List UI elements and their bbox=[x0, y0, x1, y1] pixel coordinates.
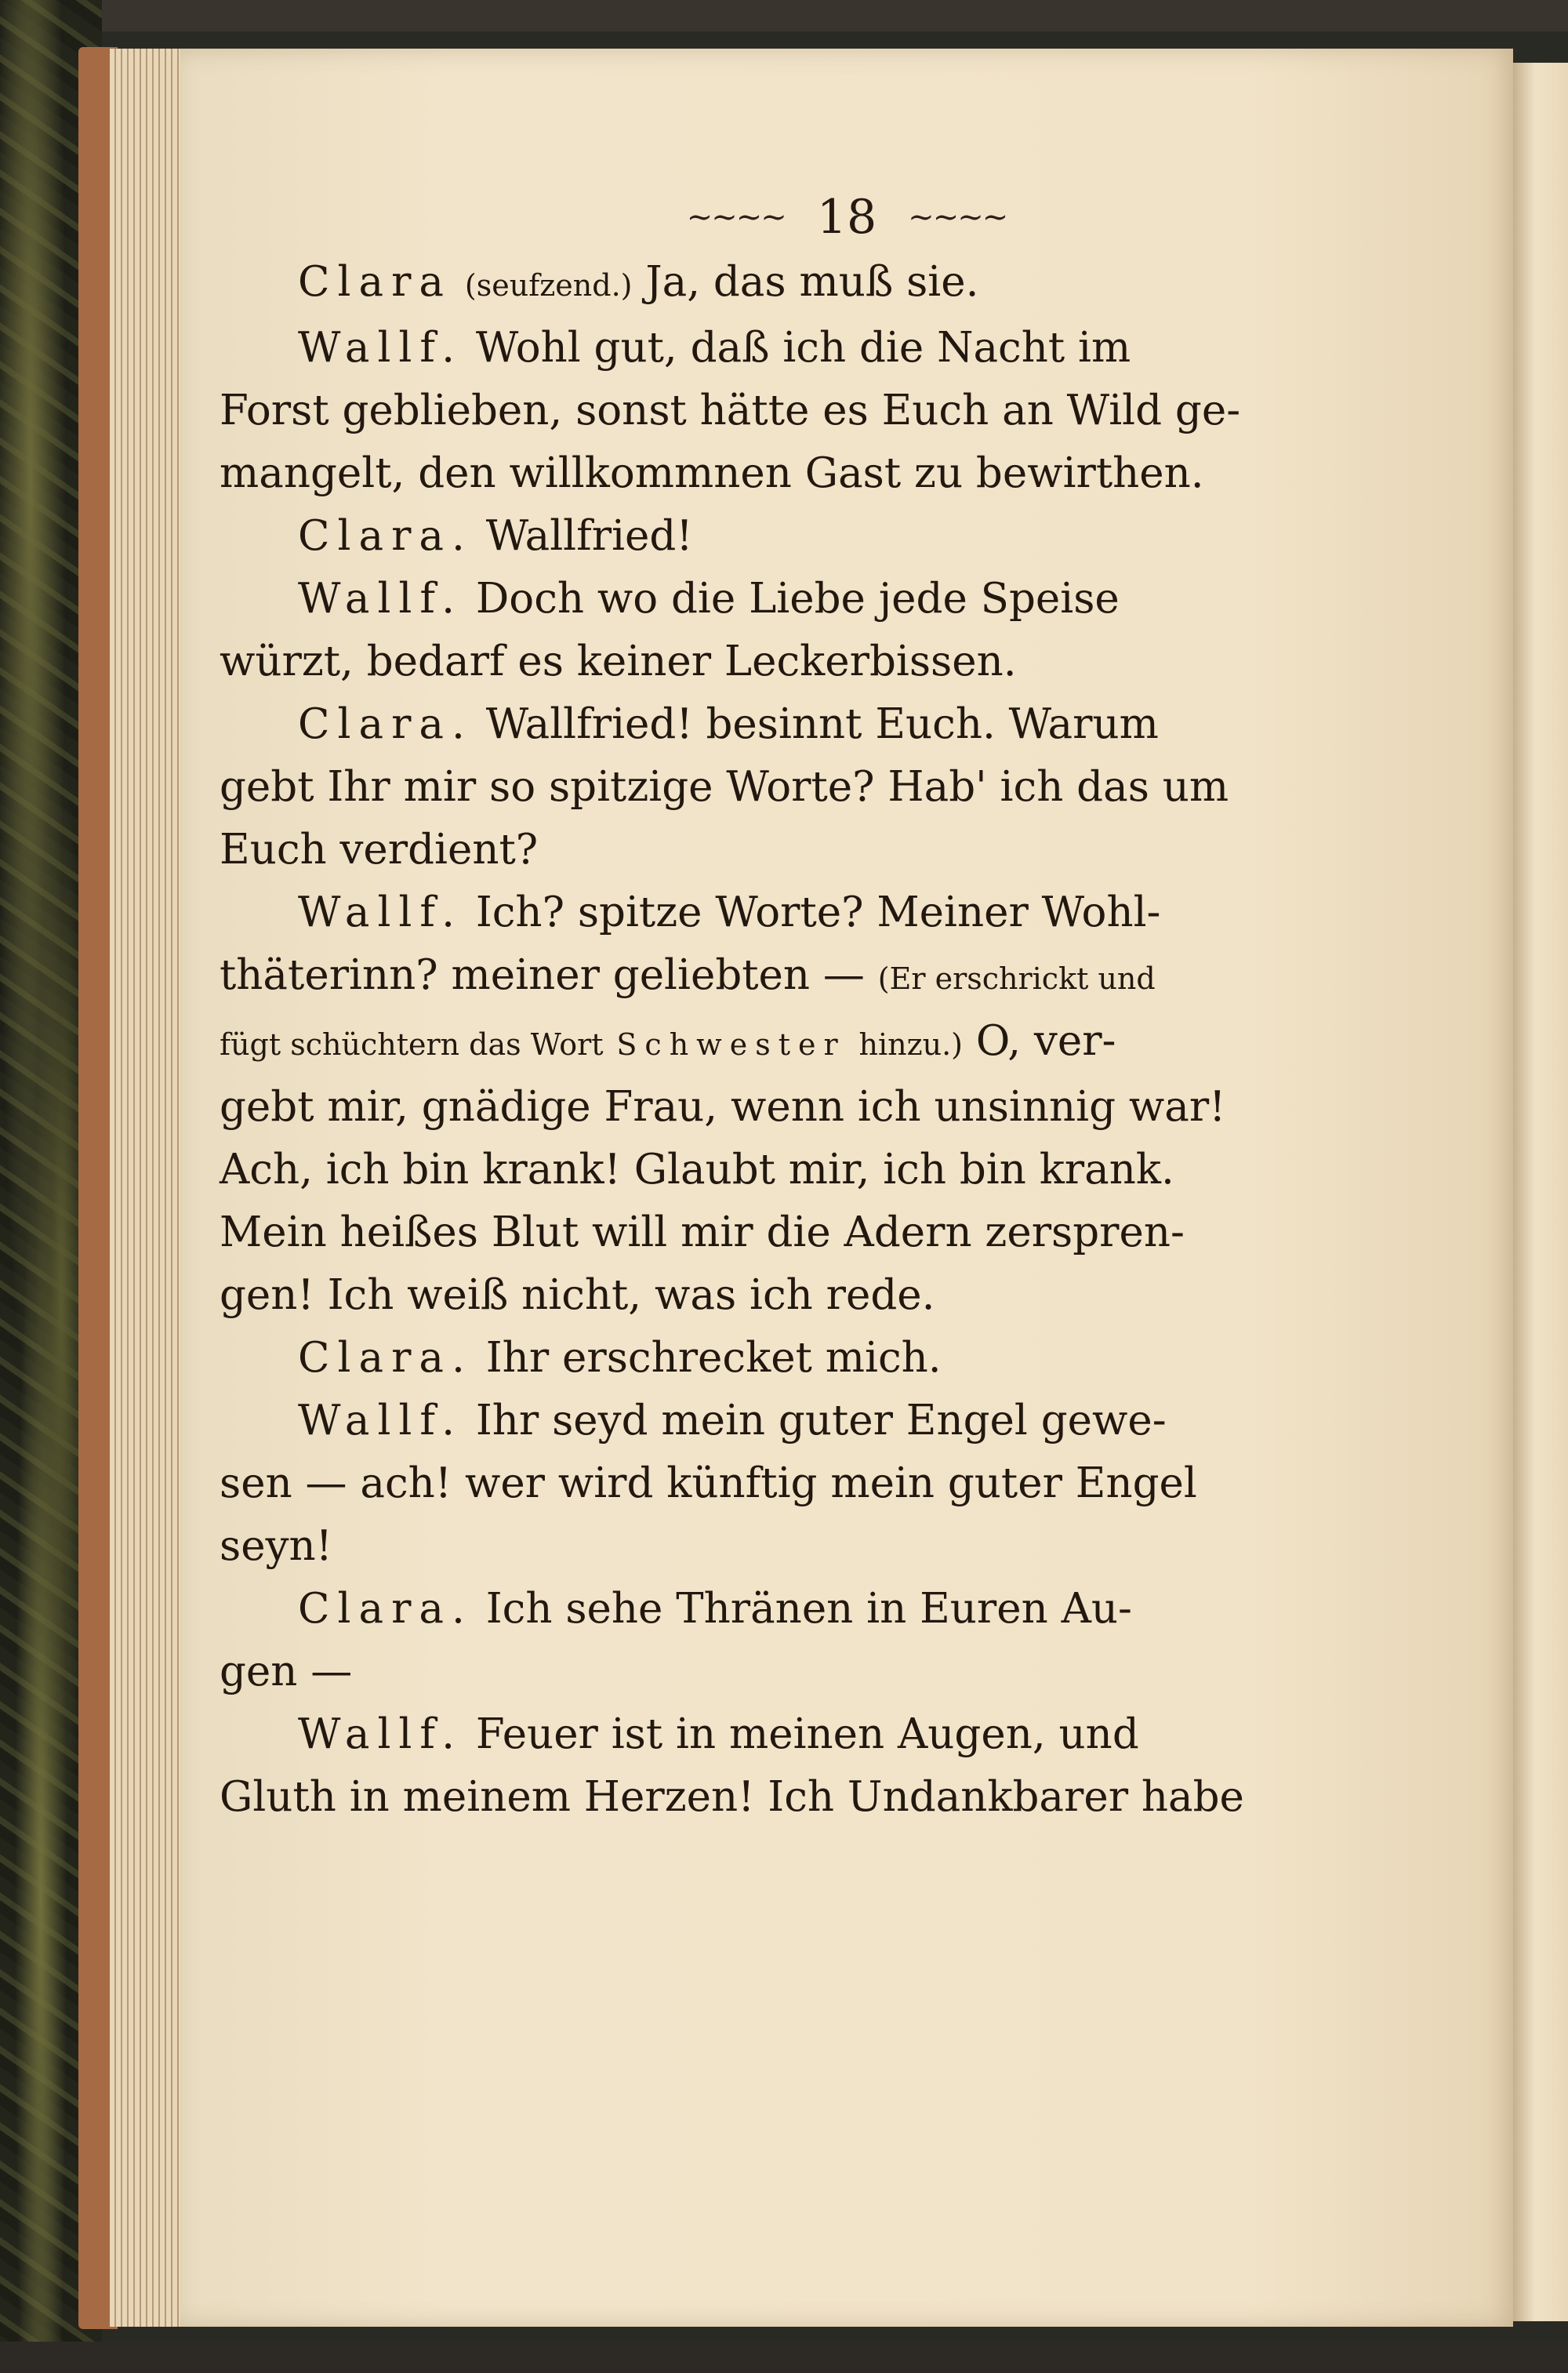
text-line bbox=[220, 1641, 1443, 1703]
emphasized-word: Schwester bbox=[616, 1027, 846, 1062]
dialogue-text: Doch wo die Liebe jede Speise bbox=[475, 575, 1120, 623]
text-line bbox=[220, 317, 1443, 380]
text-line bbox=[220, 1766, 1443, 1829]
page-text bbox=[220, 251, 1443, 1829]
facing-page-edge bbox=[1513, 63, 1568, 2321]
dialogue-text: Ich? spitze Worte? Meiner Wohl- bbox=[475, 889, 1161, 936]
text-line bbox=[220, 251, 1443, 317]
speaker-name: Clara. bbox=[298, 700, 473, 748]
speaker-name: Clara. bbox=[298, 1585, 473, 1633]
dialogue-text: Euch verdient? bbox=[220, 826, 539, 874]
stage-direction: hinzu.) bbox=[858, 1027, 963, 1062]
text-line bbox=[220, 693, 1443, 756]
text-line bbox=[220, 881, 1443, 944]
stage-direction: (Er erschrickt und bbox=[877, 961, 1156, 996]
dialogue-text: Ich sehe Thränen in Euren Au- bbox=[485, 1585, 1132, 1633]
dialogue-text: gebt Ihr mir so spitzige Worte? Hab' ich das um bbox=[220, 763, 1229, 811]
speaker-name: Wallf. bbox=[298, 1710, 463, 1758]
text-line bbox=[220, 1515, 1443, 1578]
dialogue-text: Ach, ich bin krank! Glaubt mir, ich bin krank. bbox=[220, 1146, 1174, 1194]
text-line bbox=[220, 1264, 1443, 1327]
text-line bbox=[220, 380, 1443, 442]
dialogue-text: Wallfried! besinnt Euch. Warum bbox=[485, 700, 1159, 748]
text-line bbox=[220, 1201, 1443, 1264]
text-line bbox=[220, 630, 1443, 693]
dialogue-text: Feuer ist in meinen Augen, und bbox=[475, 1710, 1139, 1758]
ornament-right: ~~~~ bbox=[908, 199, 1007, 235]
dialogue-text: O, ver- bbox=[975, 1017, 1116, 1065]
text-line bbox=[220, 1703, 1443, 1766]
ornament-left: ~~~~ bbox=[686, 199, 786, 235]
speaker-name: Clara. bbox=[298, 1334, 473, 1382]
dialogue-text: würzt, bedarf es keiner Leckerbissen. bbox=[220, 638, 1017, 685]
text-line bbox=[220, 944, 1443, 1010]
dialogue-text: Ja, das muß sie. bbox=[645, 258, 979, 306]
book-frame-bottom bbox=[0, 2342, 1568, 2373]
stage-direction: (seufzend.) bbox=[464, 268, 633, 303]
dialogue-text: gebt mir, gnädige Frau, wenn ich unsinnig war! bbox=[220, 1083, 1226, 1131]
text-line bbox=[220, 505, 1443, 568]
speaker-name: Wallf. bbox=[298, 324, 463, 372]
page-header bbox=[180, 182, 1513, 253]
dialogue-text: Ihr seyd mein guter Engel gewe- bbox=[475, 1397, 1167, 1445]
dialogue-text: Forst geblieben, sonst hätte es Euch an Wild ge- bbox=[220, 387, 1241, 434]
text-line bbox=[220, 1578, 1443, 1641]
text-line bbox=[220, 442, 1443, 505]
speaker-name: Wallf. bbox=[298, 575, 463, 623]
page-number: 18 bbox=[816, 190, 877, 245]
text-line bbox=[220, 1010, 1443, 1076]
speaker-name: Wallf. bbox=[298, 1397, 463, 1445]
dialogue-text: Gluth in meinem Herzen! Ich Undankbarer habe bbox=[220, 1773, 1244, 1821]
speaker-name: Clara. bbox=[298, 512, 473, 560]
dialogue-text: Wohl gut, daß ich die Nacht im bbox=[475, 324, 1131, 372]
text-line bbox=[220, 1390, 1443, 1452]
dialogue-text: Ihr erschrecket mich. bbox=[485, 1334, 942, 1382]
dialogue-text: mangelt, den willkommnen Gast zu bewirthen. bbox=[220, 449, 1204, 497]
text-line bbox=[220, 1327, 1443, 1390]
page-stack bbox=[110, 49, 188, 2327]
book-frame-top bbox=[0, 0, 1568, 31]
dialogue-text: Mein heißes Blut will mir die Adern zerspren- bbox=[220, 1208, 1185, 1256]
stage-direction: fügt schüchtern das Wort bbox=[220, 1027, 604, 1062]
text-line bbox=[220, 568, 1443, 630]
dialogue-text: Wallfried! bbox=[485, 512, 693, 560]
dialogue-text: gen — bbox=[220, 1648, 353, 1695]
dialogue-text: gen! Ich weiß nicht, was ich rede. bbox=[220, 1271, 935, 1319]
dialogue-text: seyn! bbox=[220, 1522, 332, 1570]
text-line bbox=[220, 1139, 1443, 1201]
text-line bbox=[220, 819, 1443, 881]
text-line bbox=[220, 756, 1443, 819]
dialogue-text: sen — ach! wer wird künftig mein guter Engel bbox=[220, 1459, 1197, 1507]
speaker-name: Clara bbox=[298, 258, 452, 306]
text-line bbox=[220, 1076, 1443, 1139]
dialogue-text: thäterinn? meiner geliebten — bbox=[220, 951, 865, 999]
speaker-name: Wallf. bbox=[298, 889, 463, 936]
text-line bbox=[220, 1452, 1443, 1515]
